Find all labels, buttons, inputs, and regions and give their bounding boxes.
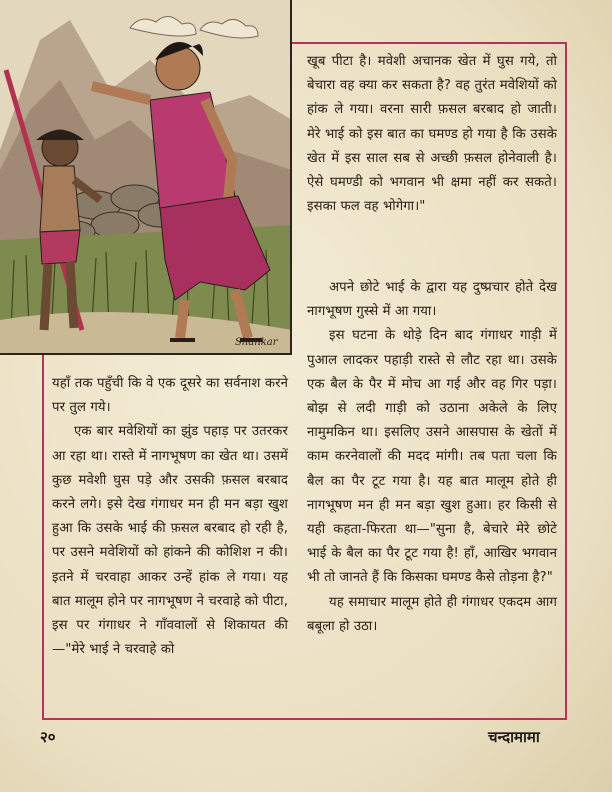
story-text-left [52,372,288,662]
story-text-right-top [307,50,557,219]
illustration-scene-icon [0,0,292,355]
paragraph: इस घटना के थोड़े दिन बाद गंगाधर गाड़ी में पुआल लादकर पहाड़ी रास्ते से लौट रहा था। उसके एक बैल के पैर में मोच आ गई और वह गिर पड़ा। बोझ से लदी गाड़ी को उठाना अकेले के लिए नामुमकिन था। इसलिए उसने आसपास के खेतों में काम करनेवालों की मदद मांगी। तब पता चला कि बैल का पैर टूट गया है। यह बात मालूम होते ही नागभूषण मन ही मन बड़ा खुश हुआ। हर किसी से यही कहता-फिरता था—"सुना है, बेचारे मेरे छोटे भाई के बैल का पैर टूट गया है! हाँ, आखिर भगवान भी तो जानते हैं कि किसका घमण्ड कैसे तोड़ना है?" [307,328,557,586]
artist-signature: Shankar [235,337,278,348]
paragraph: एक बार मवेशियों का झुंड पहाड़ पर उतरकर आ रहा था। रास्ते में नागभूषण का खेत था। उसमें कुछ मवेशी घुस पड़े और उसकी फ़सल बरबाद करने लगे। इसे देख गंगाधर मन ही मन बड़ा खुश हुआ कि उसके भाई की फ़सल बरबाद हो रही है, पर उसने मवेशियों को हांकने की कोशिश न की। इतने में चरवाहा आकर उन्हें हांक ले गया। यह बात मालूम होने पर नागभूषण ने चरवाहे को पीटा, इस पर गंगाधर ने गाँववालों से शिकायत की—"मेरे भाई ने चरवाहे को [52,424,288,658]
magazine-title: चन्दामामा [488,728,540,746]
paragraph: यहाँ तक पहुँची कि वे एक दूसरे का सर्वनाश करने पर तुल गये। [52,376,288,416]
story-illustration [0,0,292,355]
story-text-right-bottom [307,276,557,639]
paragraph: अपने छोटे भाई के द्वारा यह दुष्प्रचार होते देख नागभूषण गुस्से में आ गया। [307,280,557,320]
paragraph: यह समाचार मालूम होते ही गंगाधर एकदम आग बबूला हो उठा। [307,594,557,634]
paragraph: खूब पीटा है। मवेशी अचानक खेत में घुस गये, तो बेचारा वह क्या कर सकता है? वह तुरंत मवेशियों को हांक ले गया। वरना सारी फ़सल बरबाद हो जाती। मेरे भाई को इस बात का घमण्ड हो गया है कि उसके खेत में इस साल सब से अच्छी फ़सल होनेवाली है। ऐसे घमण्डी को भगवान भी क्षमा नहीं कर सकते। इसका फल वह भोगेगा।" [307,54,557,215]
page-number: २० [40,728,56,746]
